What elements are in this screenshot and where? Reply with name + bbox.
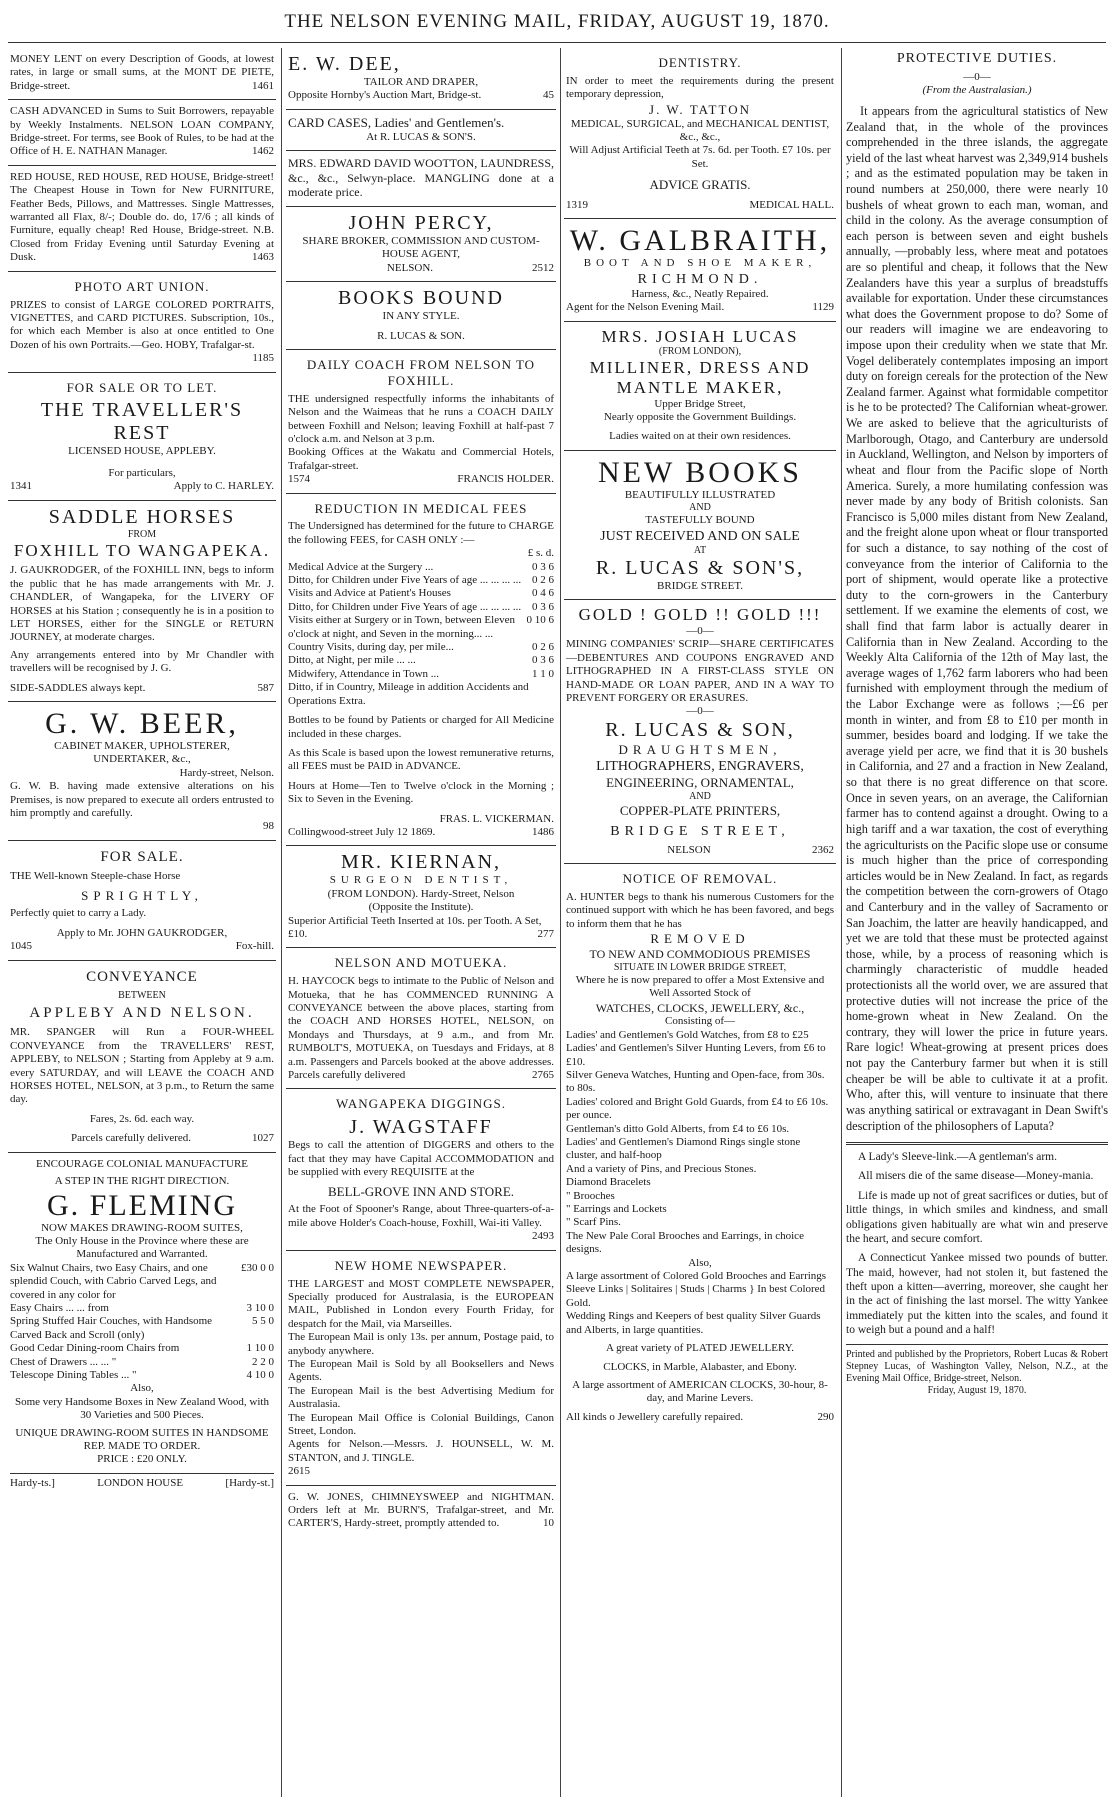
- ad-for-sale-horse: FOR SALE. THE Well-known Steeple-chase Horse SPRIGHTLY, Perfectly quiet to carry a Lady. Apply to Mr. JOHN GAUKRODGER, 1045 Fox-hill.: [8, 841, 276, 961]
- list-item: Ladies' and Gentlemen's Silver Hunting Levers, from £6 to £10.: [566, 1042, 826, 1068]
- price-value: £30 0 0: [241, 1261, 274, 1274]
- ad-books-bound: BOOKS BOUND IN ANY STYLE. R. LUCAS & SON.: [286, 282, 556, 350]
- column-rule: [281, 48, 282, 1797]
- imprint: Printed and published by the Proprietors, Robert Lucas & Robert Stepney Lucas, of Washington Valley, Nelson, N.Z., at the Evening Mail Office, Bridge-street, Nelson. Friday, August 19, 1870.: [846, 1344, 1108, 1398]
- fee-label: Ditto, for Children under Five Years of age ... ... ... ...: [288, 600, 522, 613]
- fee-value: 0 3 6: [532, 654, 554, 667]
- list-item: Diamond Bracelets: [566, 1176, 651, 1189]
- fee-label: Ditto, for Children under Five Years of age ... ... ... ...: [288, 574, 522, 587]
- london-house-footer: Hardy-ts.] LONDON HOUSE [Hardy-st.]: [10, 1473, 274, 1490]
- fee-value: 1 1 0: [532, 667, 554, 680]
- fee-row: [288, 614, 554, 641]
- price-row: [10, 1369, 274, 1382]
- column-4: PROTECTIVE DUTIES. —0— (From the Australasian.) It appears from the agricultural statistics of New Zealand that, in the whole of the provinces comprehended in the three islands, the aggregate yield of the last wheat harvest was 2,349,914 bushels ; and as the estimated population may be taken in round numbers at 250,000, there were nearly 10 bushels of wheat grown to each man, woman, and child in the colony. As the average consumption of each person is between seven and eight bushels annually, —probably less, where meat and potatoes are so plentiful and cheap, it follows that the New Zealanders have this year a surplus of breadstuffs available for exportation. Under these circumstances what does the Government propose to do? Some of our readers will imagine we are endeavoring to impose upon their credulity when we state that Mr. Vogel deliberately contemplates imposing an import duty on foreign cereals for the protection of the New Zealand farmer. Against what formidable competitor is he to be protected? The Californian wheat-grower. We are asked to believe that the agriculturists of Marlborough, Otago, and Canterbury are undersold in Auckland, Wellington, and Nelson by importers of wheat and flour from the Pacific slope of North America. Surely, a more humilating confession was never made by any body of British colonists. San Francisco is 5,000 miles distant from New Zealand, and the freight alone upon wheat or flour transported for such a distance, to say nothing of the cost of conveyance from the interior of California to the port of shipment, would operate like a protective duty to the corn-growers in the Canterbury settlement. If we examine the elements of cost, we shall find that farm labor is actually dearer in California than in New Zealand. According to the Weekly Alta California of the 12th of May last, the average wages of 1,762 farm laborers who had been furnished with employment through the medium of the Labor Exchange were as follows ;—£6 per month in winter, and from £8 to £10 per month in summer, besides board and lodging. If we take the average yield per acre, we find that it is 30 bushels in California, and 27 and a fraction in New Zealand, so that there is no great difference on that score. Once in seven years, on an average, the Californian farmer has to contend against a drought. Owing to a high tariff and a war taxation, the cost of everything the agriculturists on the Pacific slope use or consume is much higher than the price of corresponding articles would be in New Zealand. In fact, as regards the competition between the corn-growers of Otago and Canterbury and in the valley of Sacramento or San Joachim, the latter are heavily handicapped, and yet we are told that these must be protected against those, while, by a process of reasoning which is charmingly characteristic of muddle headed protectionists all the world over, we are assured that protective duties will not increase the price of the home-grown wheat in New Zealand. On the contrary, they will lower the price in future years. Rare logic! Wheat-growing at present prices does not pay the Canterbury farmer but when it is still cheaper be will be able to cultivate it at a profit. Who, after this, will venture to insinuate that there was anything satirical or extravagant in Dean Swift's description of the philosophers of Laputa? A Lady's Sleeve-link.—A gentleman's arm. All misers die of the same disease—Money-mania. Life is made up not of great sacrifices or duties, but of little things, in which smiles and kindness, and small obligations given habitually are what win and preserve the heart, and secure comfort. A Connecticut Yankee missed two pounds of butter. The maid, however, had not stolen it, but fastened the theft upon a kitten—averring, moreover, she caught her in the act of finishing the last morsel. The witty Yankee immediately put the kitten into the scales, and found it to weigh but a pound and a half! Printed and published by the Proprietors, Robert Lucas & Robert Stepney Lucas, of Washington Valley, Nelson, N.Z., at the Evening Mail Office, Bridge-street, Nelson. Friday, August 19, 1870.: [846, 51, 1108, 1397]
- fee-row: [288, 654, 554, 667]
- ad-card-cases: CARD CASES, Ladies' and Gentlemen's. At R. LUCAS & SON'S.: [286, 110, 556, 151]
- ad-medical-fees: REDUCTION IN MEDICAL FEES The Undersigned has determined for the future to CHARGE the following FEES, for CASH ONLY :— £ s. d. Medical Advice at the Surgery ... 0 3 6 Ditto, for Children under Five Years of age ... ... ... ... 0 2 6 Visits and Advice at Patient's Houses 0 4 6 Ditto, for Children under Five Years of age ... ... ... ... 0 3 6 Visits either at Surgery or in Town, between Eleven o'clock at night, and Seven in the morning... ... 0 10 6 Country Visits, during day, per mile... 0 2 6 Ditto, at Night, per mile ... ... 0 3 6 Midwifery, Attendance in Town ... 1 1 0 Ditto, if in Country, Mileage in addition Accidents and Operations Extra. Bottles to be found by Patients or charged for All Medicine included in these charges. As this Scale is based upon the lowest remunerative returns, all FEES must be PAID in ADVANCE. Hours at Home—Ten to Twelve o'clock in the Morning ; Six to Seven in the Evening. FRAS. L. VICKERMAN. Collingwood-street July 12 1869. 1486: [286, 494, 556, 847]
- ad-red-house: RED HOUSE, RED HOUSE, RED HOUSE, Bridge-street! The Cheapest House in Town for New FURNITURE, Feather Beds, Pillows, and Mattresses. Single Mattresses, warranted all Flax, 8/-; Double do. do, 17/6 ; all kinds of Furniture, equally cheap! Red House, Bridge-street. N.B. Closed from Friday Evening until Saturday Evening at Dusk. 1463: [8, 166, 276, 272]
- ad-european-mail: NEW HOME NEWSPAPER. THE LARGEST and MOST COMPLETE NEWSPAPER, Specially produced for Australasia, is the EUROPEAN MAIL, Published in London every Fourth Friday, for despatch for the Mail, via Marseilles. The European Mail is only 13s. per annum, Postage paid, to anybody anywhere. The European Mail is Sold by all Booksellers and News Agents. The European Mail is the best Advertising Medium for Australasia. The European Mail Office is Colonial Buildings, Canon Street, London. Agents for Nelson.—Messrs. J. HOUNSELL, W. M. STANTON, and J. TINGLE. 2615: [286, 1251, 556, 1486]
- ad-notice-of-removal: NOTICE OF REMOVAL. A. HUNTER begs to thank his numerous Customers for the continued support with which he has been favored, and begs to inform them that he has REMOVED TO NEW AND COMMODIOUS PREMISES SITUATE IN LOWER BRIDGE STREET, Where he is now prepared to offer a Most Extensive and Well Assorted Stock of WATCHES, CLOCKS, JEWELLERY, &c., Consisting of— Ladies' and Gentlemen's Gold Watches, from £8 to £25 Ladies' and Gentlemen's Silver Hunting Levers, from £6 to £10. Silver Geneva Watches, Hunting and Open-face, from 30s. to 80s. Ladies' colored and Bright Gold Guards, from £4 to £6 10s. per ounce. Gentleman's ditto Gold Alberts, from £4 to £6 10s. Ladies' and Gentlemen's Diamond Rings single stone cluster, and half-hoop And a variety of Pins, and Precious Stones. Diamond Bracelets " Brooches " Earrings and Lockets " Scarf Pins. The New Pale Coral Brooches and Earrings, in choice designs. Also, A large assortment of Colored Gold Brooches and Earrings Sleeve Links | Solitaires | Studs | Charms } In best Colored Gold. Wedding Rings and Keepers of best quality Silver Guards and Alberts, in large quantities. A great variety of PLATED JEWELLERY. CLOCKS, in Marble, Alabaster, and Ebony. A large assortment of AMERICAN CLOCKS, 30-hour, 8-day, and Marine Levers. All kinds o Jewellery carefully repaired. 290: [566, 871, 834, 1423]
- column-rule: [841, 48, 842, 1797]
- list-item: Gentleman's ditto Gold Alberts, from £4 to £6 10s.: [566, 1122, 790, 1135]
- fee-value: 0 4 6: [532, 587, 554, 600]
- price-label: Spring Stuffed Hair Couches, with Handsome Carved Back and Scroll (only): [10, 1315, 213, 1341]
- ad-photo-art-union: PHOTO ART UNION. PRIZES to consist of LARGE COLORED PORTRAITS, VIGNETTES, and CARD PICTURES. Subscription, 10s., for which each Member is also at once entitled to One Dozen of his own Portraits.—Geo. HOBY, Trafalgar-st. 1185: [8, 272, 276, 373]
- miscellany: A Lady's Sleeve-link.—A gentleman's arm. All misers die of the same disease—Money-mania. Life is made up not of great sacrifices or duties, but of little things, in which smiles and kindness, and small obligations given habitually are what win and preserve the heart, and secure comfort. A Connecticut Yankee missed two pounds of butter. The maid, however, had not stolen it, but fastened the theft upon a kitten—averring, moreover, she caught her in the act of finishing the last morsel. The witty Yankee immediately put the kitten into the scales, and found it to weigh but a pound and a half!: [846, 1142, 1108, 1338]
- price-value: 1 10 0: [246, 1342, 274, 1355]
- price-value: 3 10 0: [246, 1301, 274, 1314]
- ad-saddle-horses: SADDLE HORSES FROM FOXHILL TO WANGAPEKA. J. GAUKRODGER, of the FOXHILL INN, begs to inform the public that he has made arrangements with Mr. J. CHANDLER, of Wangapeka, for the LIVERY OF HORSES at his Station ; consequently he is in a position to LET HORSES, either for the SINGLE or RETURN JOURNEY, at moderate charges. Any arrangements entered into by Mr Chandler with travellers will be recognised by J. G. SIDE-SADDLES always kept. 587: [8, 501, 276, 702]
- fee-value: 0 2 6: [532, 641, 554, 654]
- ad-nelson-motueka: NELSON AND MOTUEKA. H. HAYCOCK begs to intimate to the Public of Nelson and Motueka, that he has COMMENCED RUNNING A CONVEYANCE between the above places, starting from the COACH AND HORSES HOTEL, NELSON, on Mondays and Thursdays, at 9 a.m., and from Mr. RUMBOLT'S, MOTUEKA, on Tuesdays and Fridays, at 8 a.m. Passengers and Parcels booked at the above addresses. Parcels carefully delivered 2765: [286, 948, 556, 1089]
- ad-mont-de-piete: MONEY LENT on every Description of Goods, at lowest rates, in large or small sums, at the MONT DE PIETE, Bridge-street. 1461: [8, 48, 276, 100]
- fee-value: 0 3 6: [532, 560, 554, 573]
- list-item: Silver Geneva Watches, Hunting and Open-face, from 30s. to 80s.: [566, 1068, 825, 1095]
- price-label: Six Walnut Chairs, two Easy Chairs, and one splendid Couch, with Cabrio Carved Legs, and covered in any color for: [10, 1261, 217, 1301]
- ad-conveyance-appleby: CONVEYANCE BETWEEN APPLEBY AND NELSON. MR. SPANGER will Run a FOUR-WHEEL CONVEYANCE from the TRAVELLERS' REST, APPLEBY, to NELSON ; Starting from Appleby at 9 a.m. every SATURDAY, and will LEAVE the COACH AND HORSES HOTEL, NELSON, at 3 p.m., to Return the same day. Fares, 2s. 6d. each way. Parcels carefully delivered. 1027: [8, 961, 276, 1153]
- list-item: Ladies' colored and Bright Gold Guards, from £4 to £6 10s. per ounce.: [566, 1095, 829, 1122]
- ad-kiernan-dentist: MR. KIERNAN, SURGEON DENTIST, (FROM LONDON). Hardy-Street, Nelson (Opposite the Institute). Superior Artificial Teeth Inserted at 10s. per Tooth. A Set, £10. 277: [286, 846, 556, 948]
- list-item: Ladies' and Gentlemen's Diamond Rings single stone cluster, and half-hoop: [566, 1136, 801, 1162]
- ad-beer-cabinet-maker: G. W. BEER, CABINET MAKER, UPHOLSTERER, UNDERTAKER, &c., Hardy-street, Nelson. G. W. B. having made extensive alterations on his Premises, is now prepared to execute all orders entrusted to him promptly and carefully. 98: [8, 702, 276, 841]
- column-3: [564, 48, 836, 1797]
- price-label: Chest of Drawers ... ... ": [10, 1355, 117, 1368]
- fee-row: [288, 587, 554, 600]
- ad-fleming-furniture: ENCOURAGE COLONIAL MANUFACTURE A STEP IN THE RIGHT DIRECTION. G. FLEMING NOW MAKES DRAWING-ROOM SUITES, The Only House in the Province where these are Manufactured and Warranted. Six Walnut Chairs, two Easy Chairs, and one splendid Couch, with Cabrio Carved Legs, and covered in any color for £30 0 0 Easy Chairs ... ... from 3 10 0 Spring Stuffed Hair Couches, with Handsome Carved Back and Scroll (only) 5 5 0 Good Cedar Dining-room Chairs from 1 10 0 Chest of Drawers ... ... " 2 2 0 Telescope Dining Tables ... " 4 10 0 Also, Some very Handsome Boxes in New Zealand Wood, with 30 Varieties and 500 Pieces. UNIQUE DRAWING-ROOM SUITES IN HANDSOME REP. MADE TO ORDER. PRICE : £20 ONLY. Hardy-ts.] LONDON HOUSE [Hardy-st.]: [10, 1157, 274, 1489]
- fee-label: Country Visits, during day, per mile...: [288, 641, 454, 654]
- fee-table: [288, 561, 554, 682]
- ad-gold-lithographers: GOLD ! GOLD !! GOLD !!! —0— MINING COMPANIES' SCRIP—SHARE CERTIFICATES—DEBENTURES AND COUPONS ENGRAVED AND LITHOGRAPHED IN A FIRST-CLASS STYLE ON HAND-MADE OR LOAN PAPER, AND IN A WAY TO PREVENT FORGERY OR ERASURES. —0— R. LUCAS & SON, DRAUGHTSMEN, LITHOGRAPHERS, ENGRAVERS, ENGINEERING, ORNAMENTAL, AND COPPER-PLATE PRINTERS, BRIDGE STREET, NELSON 2362: [564, 600, 836, 864]
- article-title: PROTECTIVE DUTIES.: [896, 51, 1058, 66]
- ad-travellers-rest: FOR SALE OR TO LET. THE TRAVELLER'S REST LICENSED HOUSE, APPLEBY. For particulars, 1341 Apply to C. HARLEY.: [8, 373, 276, 501]
- price-value: 5 5 0: [252, 1315, 274, 1328]
- price-value: 2 2 0: [252, 1355, 274, 1368]
- ad-john-percy: JOHN PERCY, SHARE BROKER, COMMISSION AND CUSTOM-HOUSE AGENT, NELSON. 2512: [286, 207, 556, 282]
- ad-mrs-josiah-lucas: MRS. JOSIAH LUCAS (FROM LONDON), MILLINER, DRESS AND MANTLE MAKER, Upper Bridge Street, Nearly opposite the Government Buildings. Ladies waited on at their own residences.: [564, 322, 836, 451]
- ad-daily-coach: DAILY COACH FROM NELSON TO FOXHILL. THE undersigned respectfully informs the inhabitants of Nelson and the Waimeas that he runs a COACH DAILY between Foxhill and Nelson; leaving Foxhill at half-past 7 o'clock a.m. and Nelson at 3 p.m. Booking Offices at the Wakatu and Commercial Hotels, Trafalgar-street. 1574 FRANCIS HOLDER.: [286, 350, 556, 494]
- price-row: [10, 1315, 274, 1342]
- fee-value: 0 3 6: [532, 600, 554, 613]
- price-row: [10, 1356, 274, 1369]
- ad-galbraith-bootmaker: W. GALBRAITH, BOOT AND SHOE MAKER, RICHMOND. Harness, &c., Neatly Repaired. Agent for the Nelson Evening Mail. 1129: [564, 219, 836, 321]
- list-item: The New Pale Coral Brooches and Earrings, in choice designs.: [566, 1229, 804, 1256]
- fee-label: Visits either at Surgery or in Town, between Eleven o'clock at night, and Seven in the morning... ...: [288, 614, 515, 640]
- ad-dee-tailor: E. W. DEE, TAILOR AND DRAPER, Opposite Hornby's Auction Mart, Bridge-st. 45: [286, 48, 556, 110]
- fee-row: [288, 574, 554, 587]
- price-value: 4 10 0: [246, 1368, 274, 1381]
- ad-new-books: NEW BOOKS BEAUTIFULLY ILLUSTRATED AND TASTEFULLY BOUND JUST RECEIVED AND ON SALE AT R. LUCAS & SON'S, BRIDGE STREET.: [564, 451, 836, 601]
- fee-value: 0 10 6: [526, 614, 554, 627]
- column-1: [8, 48, 276, 1797]
- price-row: [10, 1342, 274, 1355]
- price-label: Good Cedar Dining-room Chairs from: [10, 1342, 180, 1355]
- ad-loan-company: CASH ADVANCED in Sums to Suit Borrowers, repayable by Weekly Instalments. NELSON LOAN COMPANY, Bridge-street. For terms, see Book of Rules, to be had at the Office of H. E. NATHAN Manager. 1462: [8, 100, 276, 166]
- masthead: THE NELSON EVENING MAIL, FRIDAY, AUGUST 19, 1870.: [284, 11, 830, 32]
- price-row: [10, 1262, 274, 1302]
- fleming-price-list: [10, 1262, 274, 1383]
- list-item: " Scarf Pins.: [566, 1216, 621, 1229]
- ad-wootton-laundress: MRS. EDWARD DAVID WOOTTON, LAUNDRESS, &c., &c., Selwyn-place. MANGLING done at a moderate price.: [286, 151, 556, 207]
- fee-label: Midwifery, Attendance in Town ...: [288, 667, 440, 680]
- fee-row: [288, 668, 554, 681]
- fee-row: [288, 601, 554, 614]
- price-label: Easy Chairs ... ... from: [10, 1301, 109, 1314]
- column-2: [286, 48, 556, 1797]
- column-rule: [560, 48, 561, 1797]
- list-item: And a variety of Pins, and Precious Stones.: [566, 1162, 757, 1175]
- fee-label: Medical Advice at the Surgery ...: [288, 560, 434, 573]
- fee-label: Visits and Advice at Patient's Houses: [288, 587, 451, 600]
- fee-row: [288, 641, 554, 654]
- ad-chimneysweep: G. W. JONES, CHIMNEYSWEEP and NIGHTMAN. Orders left at Mr. BURN'S, Trafalgar-street, and Mr. CARTER'S, Hardy-street, promptly attended to. 10: [288, 1490, 554, 1530]
- list-item: " Earrings and Lockets: [566, 1203, 667, 1216]
- ad-wangapeka-diggings: WANGAPEKA DIGGINGS. J. WAGSTAFF Begs to call the attention of DIGGERS and others to the fact that they may have Capital ACCOMMODATION and be supplied with every REQUISITE at the BELL-GROVE INN AND STORE. At the Foot of Spooner's Range, about Three-quarters-of-a-mile above Holder's Coach-house, Foxhill, Wai-iti Valley. 2493: [286, 1089, 556, 1250]
- fee-row: [288, 561, 554, 574]
- list-item: " Brooches: [566, 1189, 615, 1202]
- fee-label: Ditto, at Night, per mile ... ...: [288, 654, 416, 667]
- masthead-rule: [8, 42, 1106, 43]
- price-label: Telescope Dining Tables ... ": [10, 1368, 137, 1381]
- jewellery-list: [566, 1029, 834, 1257]
- ad-dentistry-tatton: DENTISTRY. IN order to meet the requirements during the present temporary depression, J. W. TATTON MEDICAL, SURGICAL, and MECHANICAL DENTIST, &c., &c., Will Adjust Artificial Teeth at 7s. 6d. per Tooth. £7 10s. per Set. ADVICE GRATIS. 1319 MEDICAL HALL.: [564, 48, 836, 219]
- article-body: It appears from the agricultural statistics of New Zealand that, in the whole of the provinces comprehended in the three islands, the aggregate yield of the last wheat harvest was 2,349,914 bushels ; and as the estimated population may be taken in round numbers at 250,000, there were nearly 10 bushels of wheat grown to each man, woman, and child in the colony. As the average consumption of each person is between seven and eight bushels annually, —probably less, where meat and potatoes are so plentiful and cheap, it follows that the New Zealanders have this year a surplus of breadstuffs available for exportation. Under these circumstances what does the Government propose to do? Some of our readers will imagine we are endeavoring to impose upon their credulity when we state that Mr. Vogel deliberately contemplates imposing an import duty on foreign cereals for the protection of the New Zealand farmer. Against what formidable competitor is he to be protected? The Californian wheat-grower. We are asked to believe that the agriculturists of Marlborough, Otago, and Canterbury are undersold in Auckland, Wellington, and Nelson by importers of wheat and flour from the Pacific slope of North America. Surely, a more humilating confession was never made by any body of British colonists. San Francisco is 5,000 miles distant from New Zealand, and the freight alone upon wheat or flour transported for such a distance, to say nothing of the cost of conveyance from the interior of California to the port of shipment, would operate like a protective duty to the corn-growers in the Canterbury settlement. If we examine the elements of cost, we shall find that farm labor is actually dearer in California than in New Zealand. According to the Weekly Alta California of the 12th of May last, the average wages of 1,762 farm laborers who had been furnished with employment through the medium of the Labor Exchange were as follows ;—£6 per month in winter, and from £8 to £10 per month in summer, besides board and lodging. If we take the average yield per acre, we find that it is 30 bushels in California, and 27 and a fraction in New Zealand, so that there is no great difference on that score. Once in seven years, on an average, the Californian farmer has to contend against a drought. Owing to a high tariff and a war taxation, the cost of everything the agriculturists on the Pacific slope use or consume is much higher than the price of corresponding articles would be in New Zealand. In fact, as regards the competition between the corn-growers of Otago and Canterbury and in the valley of Sacramento or San Joachim, the latter are heavily handicapped, and yet we are told that these must be protected against those, while, by a process of reasoning which is charmingly characteristic of muddle headed protectionists all the world over, we are assured that protective duties will not increase the price of the home-grown wheat in New Zealand. On the contrary, they will lower the price in future years. Rare logic! Wheat-growing at present prices does not pay the Canterbury farmer but when it is still cheaper be will be able to cultivate it at a profit. Who, after this, will venture to insinuate that there was anything satirical or extravagant in Dean Swift's description of the philosophers of Laputa?: [846, 103, 1108, 1133]
- price-row: [10, 1302, 274, 1315]
- list-item: Ladies' and Gentlemen's Gold Watches, from £8 to £25: [566, 1028, 809, 1041]
- fee-value: 0 2 6: [532, 574, 554, 587]
